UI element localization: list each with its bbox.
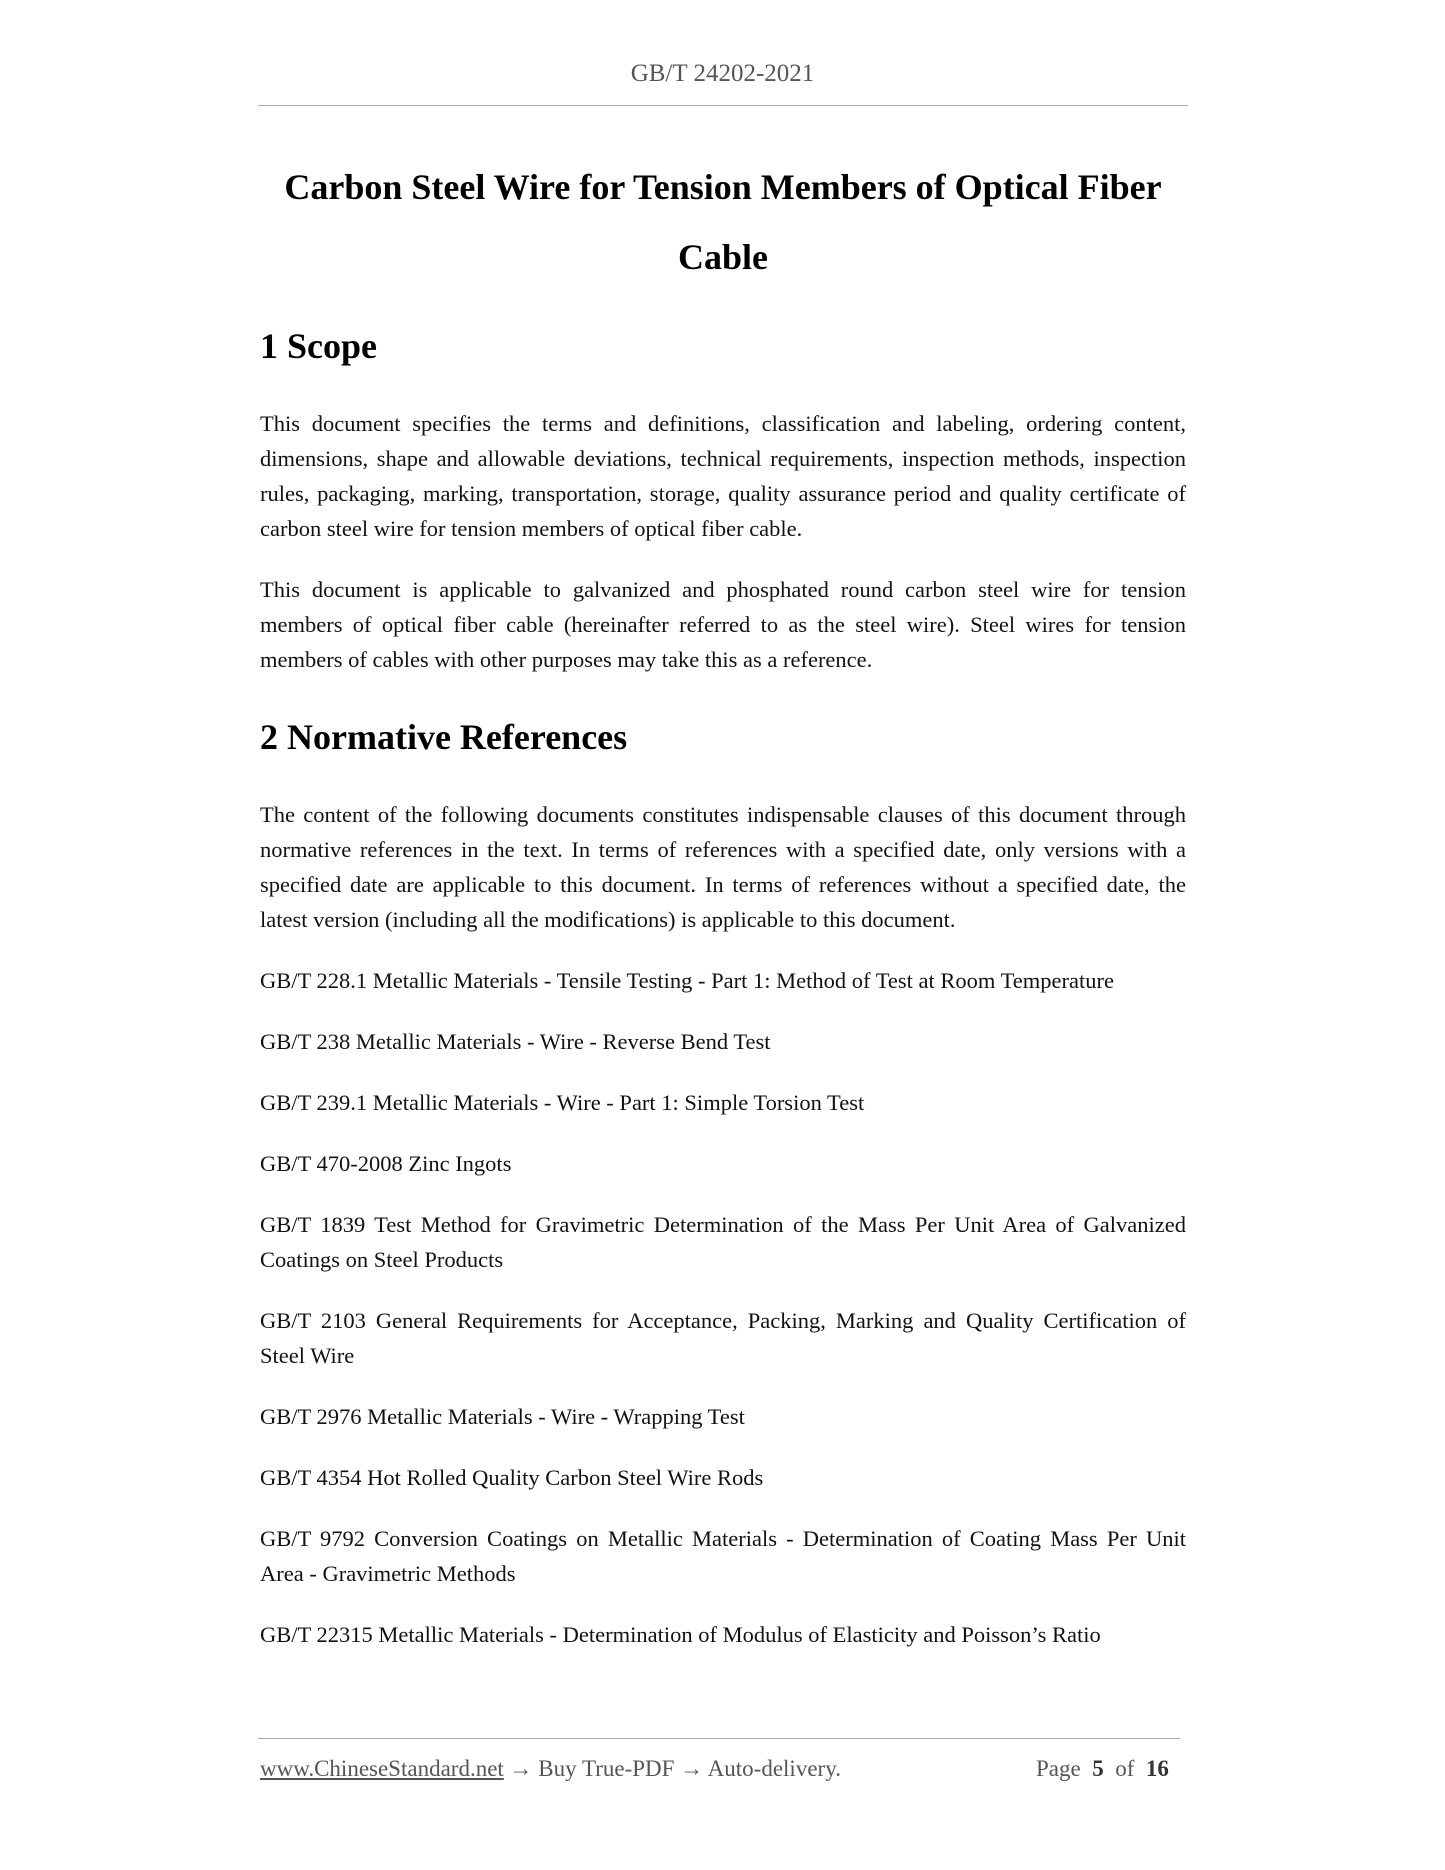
arrow-right-icon: → bbox=[509, 1756, 533, 1781]
page-content bbox=[260, 324, 1186, 1652]
footer-delivery-text: Auto-delivery. bbox=[707, 1756, 841, 1781]
reference-item: GB/T 1839 Test Method for Gravimetric Determination of the Mass Per Unit Area of Galvanized Coatings on Steel Products bbox=[260, 1212, 1186, 1272]
footer-buy-text: Buy True-PDF bbox=[538, 1756, 675, 1781]
reference-item: GB/T 238 Metallic Materials - Wire - Reverse Bend Test bbox=[260, 1029, 771, 1054]
document-title bbox=[258, 152, 1188, 292]
reference-item: GB/T 228.1 Metallic Materials - Tensile Testing - Part 1: Method of Test at Room Temperature bbox=[260, 968, 1114, 993]
page-total: 16 bbox=[1145, 1756, 1169, 1781]
normative-intro-paragraph: The content of the following documents constitutes indispensable clauses of this document through normative references in the text. In terms of references with a specified date, only versions with a specified date are applicable to this document. In terms of references without a specified date, the latest version (including all the modifications) is applicable to this document. bbox=[260, 802, 1186, 932]
arrow-right-icon: → bbox=[680, 1756, 704, 1781]
reference-item: GB/T 9792 Conversion Coatings on Metallic Materials - Determination of Coating Mass Per Unit Area - Gravimetric Methods bbox=[260, 1526, 1186, 1586]
reference-list bbox=[260, 963, 1186, 1652]
section-heading-scope: 1 Scope bbox=[260, 326, 377, 366]
running-header: GB/T 24202-2021 bbox=[630, 60, 815, 87]
page-indicator bbox=[1036, 1756, 1169, 1782]
site-link[interactable]: www.ChineseStandard.net bbox=[260, 1756, 504, 1781]
reference-item: GB/T 2976 Metallic Materials - Wire - Wrapping Test bbox=[260, 1404, 745, 1429]
reference-item: GB/T 4354 Hot Rolled Quality Carbon Steel Wire Rods bbox=[260, 1465, 764, 1490]
reference-item: GB/T 470-2008 Zinc Ingots bbox=[260, 1151, 512, 1176]
reference-item: GB/T 239.1 Metallic Materials - Wire - Part 1: Simple Torsion Test bbox=[260, 1090, 865, 1115]
footer-promo bbox=[260, 1756, 841, 1782]
header-divider bbox=[258, 105, 1188, 106]
section-heading-normative-references: 2 Normative References bbox=[260, 717, 628, 757]
scope-paragraph-1: This document specifies the terms and definitions, classification and labeling, ordering content, dimensions, shape and allowable deviations, technical requirements, inspection methods, inspection rules, packaging, marking, transportation, storage, quality assurance period and quality certificate of carbon steel wire for tension members of optical fiber cable. bbox=[260, 411, 1186, 541]
reference-item: GB/T 22315 Metallic Materials - Determination of Modulus of Elasticity and Poisson’s Ratio bbox=[260, 1622, 1101, 1647]
title-line-1: Carbon Steel Wire for Tension Members of Optical Fiber bbox=[284, 167, 1162, 207]
page-current: 5 bbox=[1092, 1756, 1104, 1781]
page-of-label: of bbox=[1115, 1756, 1135, 1781]
page-label: Page bbox=[1036, 1756, 1081, 1781]
footer-divider bbox=[258, 1738, 1180, 1739]
reference-item: GB/T 2103 General Requirements for Acceptance, Packing, Marking and Quality Certification of Steel Wire bbox=[260, 1308, 1186, 1368]
scope-paragraph-2: This document is applicable to galvanized and phosphated round carbon steel wire for tension members of optical fiber cable (hereinafter referred to as the steel wire). Steel wires for tension members of cables with other purposes may take this as a reference. bbox=[260, 577, 1186, 672]
title-line-2: Cable bbox=[678, 237, 768, 277]
